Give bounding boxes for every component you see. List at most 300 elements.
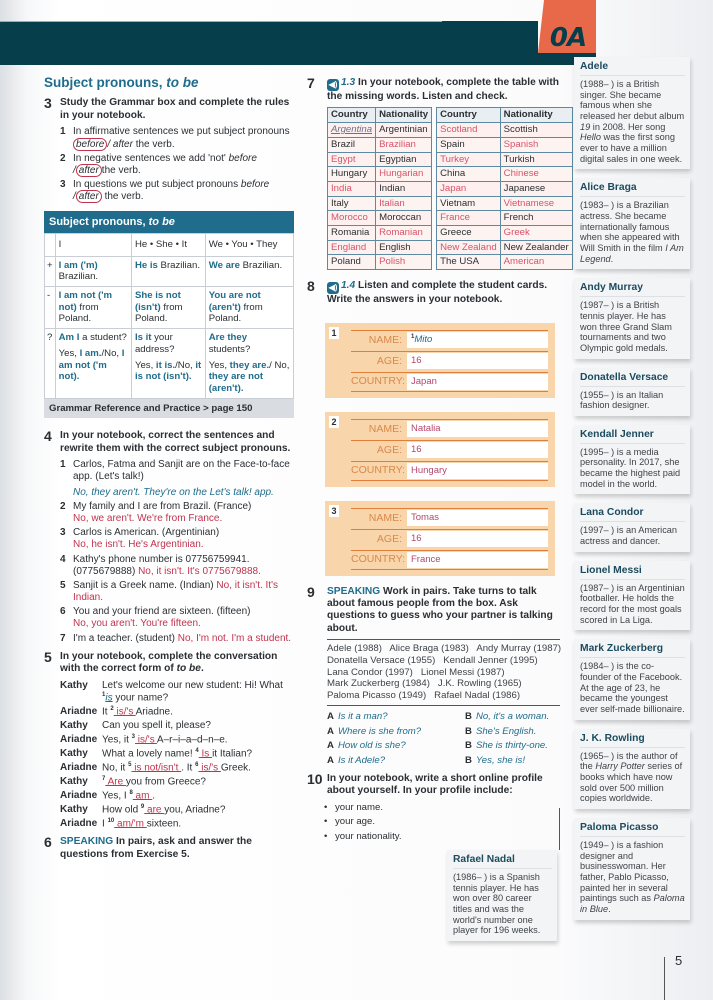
field-label: NAME: [368, 511, 402, 524]
country-tables [327, 107, 569, 270]
text: (1995– ) is a media personality. In 2017, she became the highest paid model in the world. [580, 446, 681, 489]
field-label: COUNTRY: [351, 553, 406, 566]
gap-answer: Are [105, 775, 126, 787]
item-text: In questions we put subject pronouns [73, 179, 241, 191]
dialogue-text [102, 680, 294, 705]
country-cell: The USA [437, 255, 501, 270]
speaker: Ariadne [60, 733, 98, 745]
field-label: AGE: [376, 354, 402, 367]
table-header-row [437, 108, 573, 123]
text: A–r–i–a–d–n–e. [156, 733, 228, 745]
student-card [325, 412, 555, 487]
table-row [437, 137, 573, 152]
header-banner [0, 21, 442, 65]
answer: No, it isn't. It's Indian. [73, 579, 279, 604]
grammar-text: /No, [101, 347, 122, 359]
dialogue-line [60, 748, 294, 761]
nationality-cell: Brazilian [376, 137, 432, 152]
title-italic: to be [176, 663, 201, 675]
item-text: Carlos, Fatma and Sanjit are on the Face-to-face app. (Let's talk!) [73, 459, 290, 483]
famous-names-line: Paloma Picasso (1949) Rafael Nadal (1986) [327, 690, 521, 702]
text: How old [102, 804, 141, 815]
country-cell: Brazil [328, 137, 376, 152]
field-value[interactable] [407, 332, 548, 348]
country-cell: Poland [328, 255, 376, 270]
text: . [610, 253, 614, 264]
famous-names-line: Donatella Versace (1955) Kendall Jenner (1995) [327, 655, 538, 667]
table-row [437, 211, 573, 226]
grammar-symbol: - [45, 286, 56, 328]
option-after: after [112, 138, 133, 150]
exercise-number: 6 [44, 834, 52, 851]
answer: No, it isn't. It's 0775679888. [138, 565, 261, 577]
exercise-title [327, 77, 560, 103]
text: Yes, I [102, 789, 130, 801]
student-cards [325, 323, 560, 576]
text: in 2008. Her song [590, 121, 666, 132]
field-value[interactable] [407, 552, 548, 568]
grammar-text: Yes, [58, 347, 80, 359]
exercise-3-items [60, 126, 294, 203]
grammar-text: Yes, [134, 359, 156, 371]
grammar-row [45, 256, 294, 286]
field-label: COUNTRY: [351, 464, 406, 477]
famous-people-box [327, 639, 560, 706]
text: Greek. [220, 761, 251, 773]
grammar-form: I am ('m) [58, 259, 98, 271]
question-text: Where is she from? [337, 725, 422, 737]
exercise-9 [305, 583, 560, 636]
nationality-cell: Turkish [500, 152, 572, 167]
exercise-number: 7 [307, 75, 315, 91]
audio-icon[interactable]: ◀) [328, 283, 338, 293]
bullet-item: • your age. [335, 816, 560, 828]
bio-card [447, 850, 557, 941]
item-number: 2 [60, 500, 66, 512]
speaker: Ariadne [60, 705, 98, 717]
grammar-form: it is. [155, 359, 176, 371]
card-field-age [351, 440, 548, 460]
gap-answer: are [144, 804, 165, 815]
table-row [328, 167, 432, 182]
grammar-text: from Poland. [58, 301, 99, 325]
grammar-cell [131, 256, 205, 286]
speaker: Ariadne [60, 817, 98, 829]
card-number: 2 [329, 416, 339, 428]
grammar-form: I am not ('m not) [58, 289, 113, 313]
field-value[interactable] [407, 463, 548, 479]
correction-item [60, 580, 294, 604]
table-row [437, 152, 573, 167]
gap-answer: Is [198, 747, 213, 759]
nationality-cell: Japanese [500, 181, 572, 196]
grammar-text: from Poland. [208, 301, 263, 325]
bio-text [580, 447, 685, 490]
bio-card [574, 57, 690, 169]
grammar-form: Are they [208, 332, 248, 344]
field-value[interactable] [407, 353, 548, 369]
nationality-cell: Polish [376, 255, 432, 270]
question-text: How old is she? [337, 740, 406, 752]
exercise-number: 8 [307, 278, 315, 295]
title-italic: 19 [580, 121, 591, 132]
text: (1997– ) is an American actress and dancer. [580, 525, 678, 547]
nationality-cell: American [500, 255, 572, 270]
field-label: AGE: [376, 443, 402, 456]
gap-number: 10 [107, 817, 115, 824]
speaker-b: B [465, 710, 472, 722]
table-row [328, 211, 432, 226]
grammar-text: Brazilian. [157, 259, 200, 271]
value-text: Natalia [411, 423, 441, 435]
table-row [437, 226, 573, 241]
dialogue-line [60, 818, 294, 831]
item-text: Sanjit is a Greek name. (Indian) [73, 579, 214, 591]
divider-line [664, 957, 665, 1000]
country-cell: Scotland [437, 123, 501, 138]
grammar-text: Brazilian. [58, 271, 99, 283]
title-text: Work in pairs. Take turns to talk about famous people from the box. Ask questions to guess who your partner is talking about. [327, 585, 553, 634]
card-number: 1 [329, 327, 339, 339]
section-title-main: Subject pronouns, [44, 75, 167, 90]
gap-number: 2 [110, 705, 114, 712]
title-text: . [200, 663, 204, 675]
item-number: 3 [60, 179, 66, 191]
question [327, 740, 465, 752]
country-cell: New Zealand [437, 240, 501, 255]
speaker: Kathy [60, 679, 88, 691]
speaker: Kathy [60, 719, 88, 731]
card-number: 3 [329, 505, 339, 517]
field-value[interactable] [407, 421, 548, 437]
text: It [102, 706, 111, 718]
profile-bullets [335, 802, 560, 843]
bio-text [580, 583, 685, 626]
speaker: Kathy [60, 803, 88, 815]
country-cell: Romania [328, 226, 376, 241]
text: I [102, 818, 108, 830]
famous-names-line: Lana Condor (1997) Lionel Messi (1987) [327, 666, 505, 678]
bio-name: Donatella Versace [580, 372, 685, 387]
famous-names-line: Adele (1988) Alice Braga (1983) Andy Murray (1987) [327, 643, 562, 655]
exercise-title: In your notebook, correct the sentences and rewrite them with the correct subject pronouns. [60, 430, 291, 454]
bio-text [580, 79, 685, 164]
grammar-text: your address? [134, 332, 175, 355]
text: you from Greece? [125, 775, 206, 787]
gap-answer: is/'s [135, 733, 157, 745]
speaker-a: A [327, 710, 334, 722]
left-column [32, 75, 294, 861]
item-number: 1 [60, 459, 66, 471]
bio-name: Lana Condor [580, 507, 685, 522]
grammar-form: Am I [58, 332, 80, 344]
option-after: after [76, 190, 102, 203]
value-text: Mito [414, 334, 433, 346]
item-text: the verb. [101, 191, 144, 203]
item-text: Kathy's phone number is 07756759941. (0775679888) [73, 553, 250, 577]
bio-text [453, 872, 552, 936]
conversation [60, 680, 294, 831]
card-field-name [351, 330, 548, 350]
divider-line [559, 808, 560, 850]
exercise-3 [32, 97, 294, 203]
text: (1965– ) is the author of the [580, 750, 678, 772]
table-row [328, 255, 432, 270]
grammar-cell [205, 286, 293, 328]
bio-card [574, 368, 690, 416]
text: series of books which have now sold over 500 million copies worldwide. [580, 761, 683, 804]
option-separator: / [107, 138, 113, 150]
country-cell: Japan [437, 181, 501, 196]
item-text: In negative sentences we add 'not' [73, 152, 229, 164]
correction-item [60, 554, 294, 578]
audio-track: 1.3 [341, 77, 356, 88]
item-text: the verb. [101, 164, 141, 176]
table-row [328, 152, 432, 167]
dialogue-line [60, 706, 294, 719]
item-number: 2 [60, 152, 66, 164]
bio-text [580, 840, 685, 915]
table-row [437, 123, 573, 138]
speaker-b: B [465, 740, 472, 752]
table-row [328, 226, 432, 241]
exercise-number: 9 [307, 583, 315, 600]
value-text: France [411, 553, 441, 565]
grammar-form: You are not (aren't) [208, 289, 261, 313]
title-text: In your notebook, complete the conversation with the correct form of [60, 650, 278, 675]
grammar-cell [131, 329, 205, 399]
bullet-item: • your nationality. [335, 831, 560, 843]
speaker-a: A [327, 754, 334, 766]
section-title-italic: to be [166, 75, 199, 90]
grammar-symbol: + [45, 256, 56, 286]
nationality-cell: Scottish [500, 123, 572, 138]
option-separator: / [73, 191, 76, 203]
text: Let's welcome our new student: Hi! What [102, 679, 283, 691]
item-text: My family and I are from Brazil. (France) [73, 500, 252, 512]
nationality-cell: New Zealander [500, 240, 572, 255]
gap-answer: am [132, 789, 153, 801]
example-answer: No, they aren't. They're on the Let's talk! app. [73, 486, 274, 498]
grammar-header-row [45, 233, 294, 256]
grammar-form: it is not (isn't). [134, 359, 202, 383]
grammar-form: they are. [229, 359, 270, 371]
value-text: 16 [411, 355, 422, 367]
table-row [437, 167, 573, 182]
text: (1988– ) is a British singer. She became famous when she released her debut album [580, 78, 685, 121]
student-card [325, 323, 555, 398]
text: sixteen. [146, 818, 182, 830]
title-italic: I Am Legend [580, 242, 684, 264]
nationality-cell: Moroccan [376, 211, 432, 226]
nationality-cell: Hungarian [376, 167, 432, 182]
dialogue-text [102, 818, 181, 831]
text: (1986– ) is a Spanish tennis player. He has won over 80 career titles and was the world's number one player for 196 weeks. [453, 871, 541, 936]
dialogue-text [102, 748, 252, 761]
item-text: the verb. [132, 138, 175, 150]
bullet-item: • your name. [335, 802, 560, 814]
dialogue-line [60, 762, 294, 775]
option-after: after [76, 164, 102, 177]
item-text: You and your friend are sixteen. (fifteen) [73, 606, 251, 618]
card-field-age [351, 351, 548, 371]
country-cell: France [437, 211, 501, 226]
gap-number: 6 [195, 761, 199, 768]
country-cell: Spain [437, 137, 501, 152]
table-header: Nationality [376, 108, 432, 123]
country-cell: India [328, 181, 376, 196]
field-label: AGE: [376, 532, 402, 545]
grammar-table [44, 233, 294, 399]
grammar-form: Is it [134, 332, 152, 344]
rule-item [60, 179, 294, 203]
grammar-form: We are [208, 259, 240, 271]
question [327, 755, 465, 767]
table-header: Country [437, 108, 501, 123]
field-value[interactable] [407, 510, 548, 526]
audio-icon[interactable]: ◀) [328, 80, 338, 89]
grammar-text: Brazilian. [239, 259, 283, 271]
exercise-5 [32, 648, 294, 830]
grammar-row [45, 329, 294, 399]
text: Ariadne. [135, 706, 173, 718]
answer [465, 740, 565, 752]
exercise-title: Study the Grammar box and complete the rules in your notebook. [60, 97, 290, 121]
field-label: NAME: [368, 422, 402, 435]
bio-text [580, 751, 685, 804]
country-cell: Italy [328, 196, 376, 211]
card-field-age [351, 529, 548, 549]
country-cell: Turkey [437, 152, 501, 167]
country-table-2 [436, 107, 573, 270]
symbol-cell [45, 233, 56, 256]
exercise-number: 10 [307, 770, 323, 787]
speaking-label: SPEAKING [327, 585, 381, 597]
grammar-text: / No, [269, 359, 290, 371]
title-text: In your notebook, complete the table with the missing words. Listen and check. [327, 77, 559, 102]
dialogue-text [102, 720, 211, 732]
gap-answer: is/'s [113, 706, 136, 718]
exercise-7 [305, 77, 560, 103]
speaker: Ariadne [60, 761, 98, 773]
nationality-cell: Greek [500, 226, 572, 241]
text: (1955– ) is an Italian fashion designer. [580, 389, 664, 411]
answer: No, we aren't. We're from France. [73, 512, 223, 524]
answer: No, you aren't. You're fifteen. [73, 618, 201, 630]
grammar-form: He is [134, 259, 158, 271]
exercise-title: In your notebook, write a short online profile about yourself. In your profile include: [327, 772, 543, 797]
text: . [608, 903, 611, 914]
correction-item [60, 633, 294, 645]
bio-card [574, 425, 690, 495]
text: What a lovely name! [102, 747, 196, 759]
grammar-cell [55, 329, 131, 399]
grammar-header-cell: We • You • They [205, 233, 293, 256]
exercise-6 [32, 836, 294, 861]
card-field-name [351, 419, 548, 439]
grammar-cell [55, 256, 131, 286]
answer: No, he isn't. He's Argentinian. [73, 539, 204, 551]
table-row [328, 240, 432, 255]
option-before: before [240, 179, 270, 191]
grammar-reference-link[interactable]: Grammar Reference and Practice > page 150 [44, 399, 294, 419]
value-text: Tomas [411, 512, 439, 524]
grammar-cell [55, 286, 131, 328]
bio-card [574, 639, 690, 719]
title-italic: Hello [580, 132, 601, 143]
dialogue-line [60, 776, 294, 789]
field-value[interactable] [407, 442, 548, 458]
text: No, it [102, 761, 129, 773]
nationality-cell: Romanian [376, 226, 432, 241]
text: (1983– ) is a Brazilian actress. She became internationally famous when she appeared with Will Smith in the film [580, 200, 680, 253]
section-title [44, 75, 294, 91]
biography-sidebar [574, 57, 690, 920]
text: (1984– ) is the co-founder of the Facebook. At the age of 23, he became the youngest ever self-made billionaire. [580, 661, 685, 715]
rule-item [60, 126, 294, 150]
answer [465, 711, 565, 723]
gap-number: 1 [411, 334, 415, 341]
bio-name: Mark Zuckerberg [580, 643, 685, 658]
item-text: In affirmative sentences we put subject pronouns [73, 126, 290, 138]
bio-name: J. K. Rowling [580, 733, 685, 748]
title-italic: Harry Potter [595, 761, 645, 772]
text: . It [181, 761, 196, 773]
country-cell: Egypt [328, 152, 376, 167]
title-text: In pairs, ask and answer the questions from Exercise 5. [60, 836, 252, 860]
question [327, 726, 465, 738]
table-row [328, 123, 432, 138]
bio-card [574, 561, 690, 631]
text: you, Ariadne? [164, 804, 226, 815]
rule-item [60, 153, 294, 177]
grammar-cell [205, 329, 293, 399]
grammar-form: I am. [79, 347, 102, 359]
grammar-row [45, 286, 294, 328]
dialogue-text [102, 734, 228, 747]
middle-column [305, 75, 569, 846]
text: (1987– ) is an Argentinian footballer. He holds the record for the most goals scored in La Liga. [580, 582, 685, 625]
bio-name: Paloma Picasso [580, 822, 685, 837]
dialogue-text [102, 706, 173, 719]
field-value[interactable] [407, 531, 548, 547]
grammar-text: a student? [79, 332, 127, 344]
table-row [328, 137, 432, 152]
speaker: Kathy [60, 775, 88, 787]
text: (1987– ) is a British tennis player. He has won three Grand Slam tournaments and two Olympic gold medals. [580, 300, 672, 353]
exercise-number: 5 [44, 648, 52, 665]
answer-text: No, it's a woman. [475, 710, 550, 722]
nationality-cell: French [500, 211, 572, 226]
bio-text [580, 390, 685, 411]
famous-names-line: Mark Zuckerberg (1984) J.K. Rowling (1965) [327, 678, 522, 690]
card-field-country [351, 461, 548, 481]
bio-text [580, 300, 685, 353]
gap-answer: am/'m [114, 818, 147, 830]
table-row [437, 255, 573, 270]
text: your name? [112, 692, 169, 704]
example-dialogue [327, 711, 560, 767]
value-text: Hungary [411, 464, 447, 476]
field-value[interactable] [407, 374, 548, 390]
title-italic: Paloma in Blue [580, 893, 685, 914]
speaker: Ariadne [60, 789, 98, 801]
item-number: 4 [60, 553, 66, 565]
nationality-cell: Italian [376, 196, 432, 211]
bio-name: Adele [580, 61, 685, 76]
table-row [328, 196, 432, 211]
table-row [437, 181, 573, 196]
